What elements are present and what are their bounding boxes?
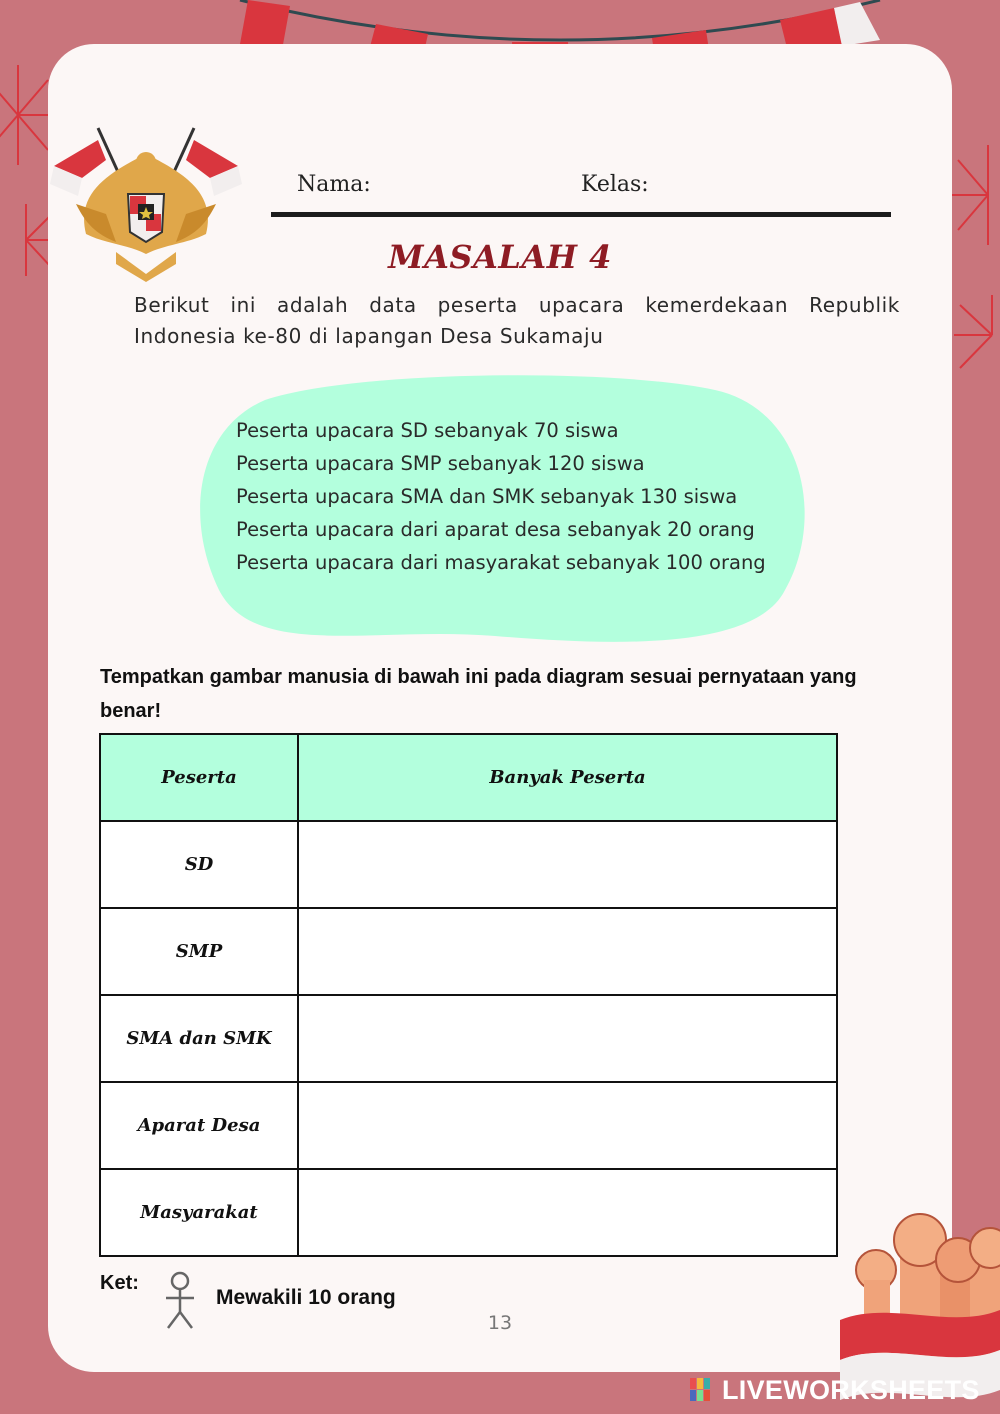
drop-zone-sd[interactable]	[298, 821, 837, 908]
row-label: SMP	[100, 908, 298, 995]
class-label: Kelas:	[581, 172, 649, 197]
column-header: Banyak Peserta	[298, 734, 837, 821]
instruction-text: Tempatkan gambar manusia di bawah ini pada diagram sesuai pernyataan yang benar!	[100, 666, 857, 722]
fact-item: Peserta upacara dari masyarakat sebanyak 100 orang	[236, 551, 766, 574]
drop-zone-aparat-desa[interactable]	[298, 1082, 837, 1169]
firework-icon	[948, 140, 1000, 250]
column-header: Peserta	[100, 734, 298, 821]
brand-logo[interactable]	[690, 1374, 980, 1406]
fact-item: Peserta upacara SMA dan SMK sebanyak 130 siswa	[236, 485, 738, 508]
fact-item: Peserta upacara SD sebanyak 70 siswa	[236, 419, 619, 442]
drop-zone-masyarakat[interactable]	[298, 1169, 837, 1256]
table-row	[100, 821, 837, 908]
drop-zone-smp[interactable]	[298, 908, 837, 995]
garuda-emblem-icon	[46, 124, 246, 284]
problem-intro: Berikut ini adalah data peserta upacara kemerdekaan Republik Indonesia ke-80 di lapangan Desa Sukamaju	[134, 293, 900, 348]
table-row	[100, 995, 837, 1082]
problem-title: MASALAH 4	[388, 238, 612, 276]
person-icon[interactable]	[160, 1270, 200, 1332]
legend-label: Ket:	[100, 1272, 139, 1294]
table-header-row	[100, 734, 837, 821]
brand-name: LIVEWORKSHEETS	[722, 1374, 980, 1405]
liveworksheets-logo-icon	[690, 1378, 718, 1402]
table-row	[100, 1169, 837, 1256]
name-label: Nama:	[297, 172, 371, 197]
legend-text: Mewakili 10 orang	[216, 1286, 396, 1309]
row-label: Masyarakat	[100, 1169, 298, 1256]
facts-list	[236, 414, 796, 579]
fact-item: Peserta upacara SMP sebanyak 120 siswa	[236, 452, 645, 475]
row-label: SD	[100, 821, 298, 908]
drop-zone-sma-smk[interactable]	[298, 995, 837, 1082]
row-label: Aparat Desa	[100, 1082, 298, 1169]
row-label: SMA dan SMK	[100, 995, 298, 1082]
table-row	[100, 908, 837, 995]
header-underline	[271, 212, 891, 217]
page-number: 13	[487, 1312, 513, 1334]
table-row	[100, 1082, 837, 1169]
participants-table	[99, 733, 838, 1257]
firework-icon	[952, 290, 1000, 380]
fact-item: Peserta upacara dari aparat desa sebanyak 20 orang	[236, 518, 755, 541]
